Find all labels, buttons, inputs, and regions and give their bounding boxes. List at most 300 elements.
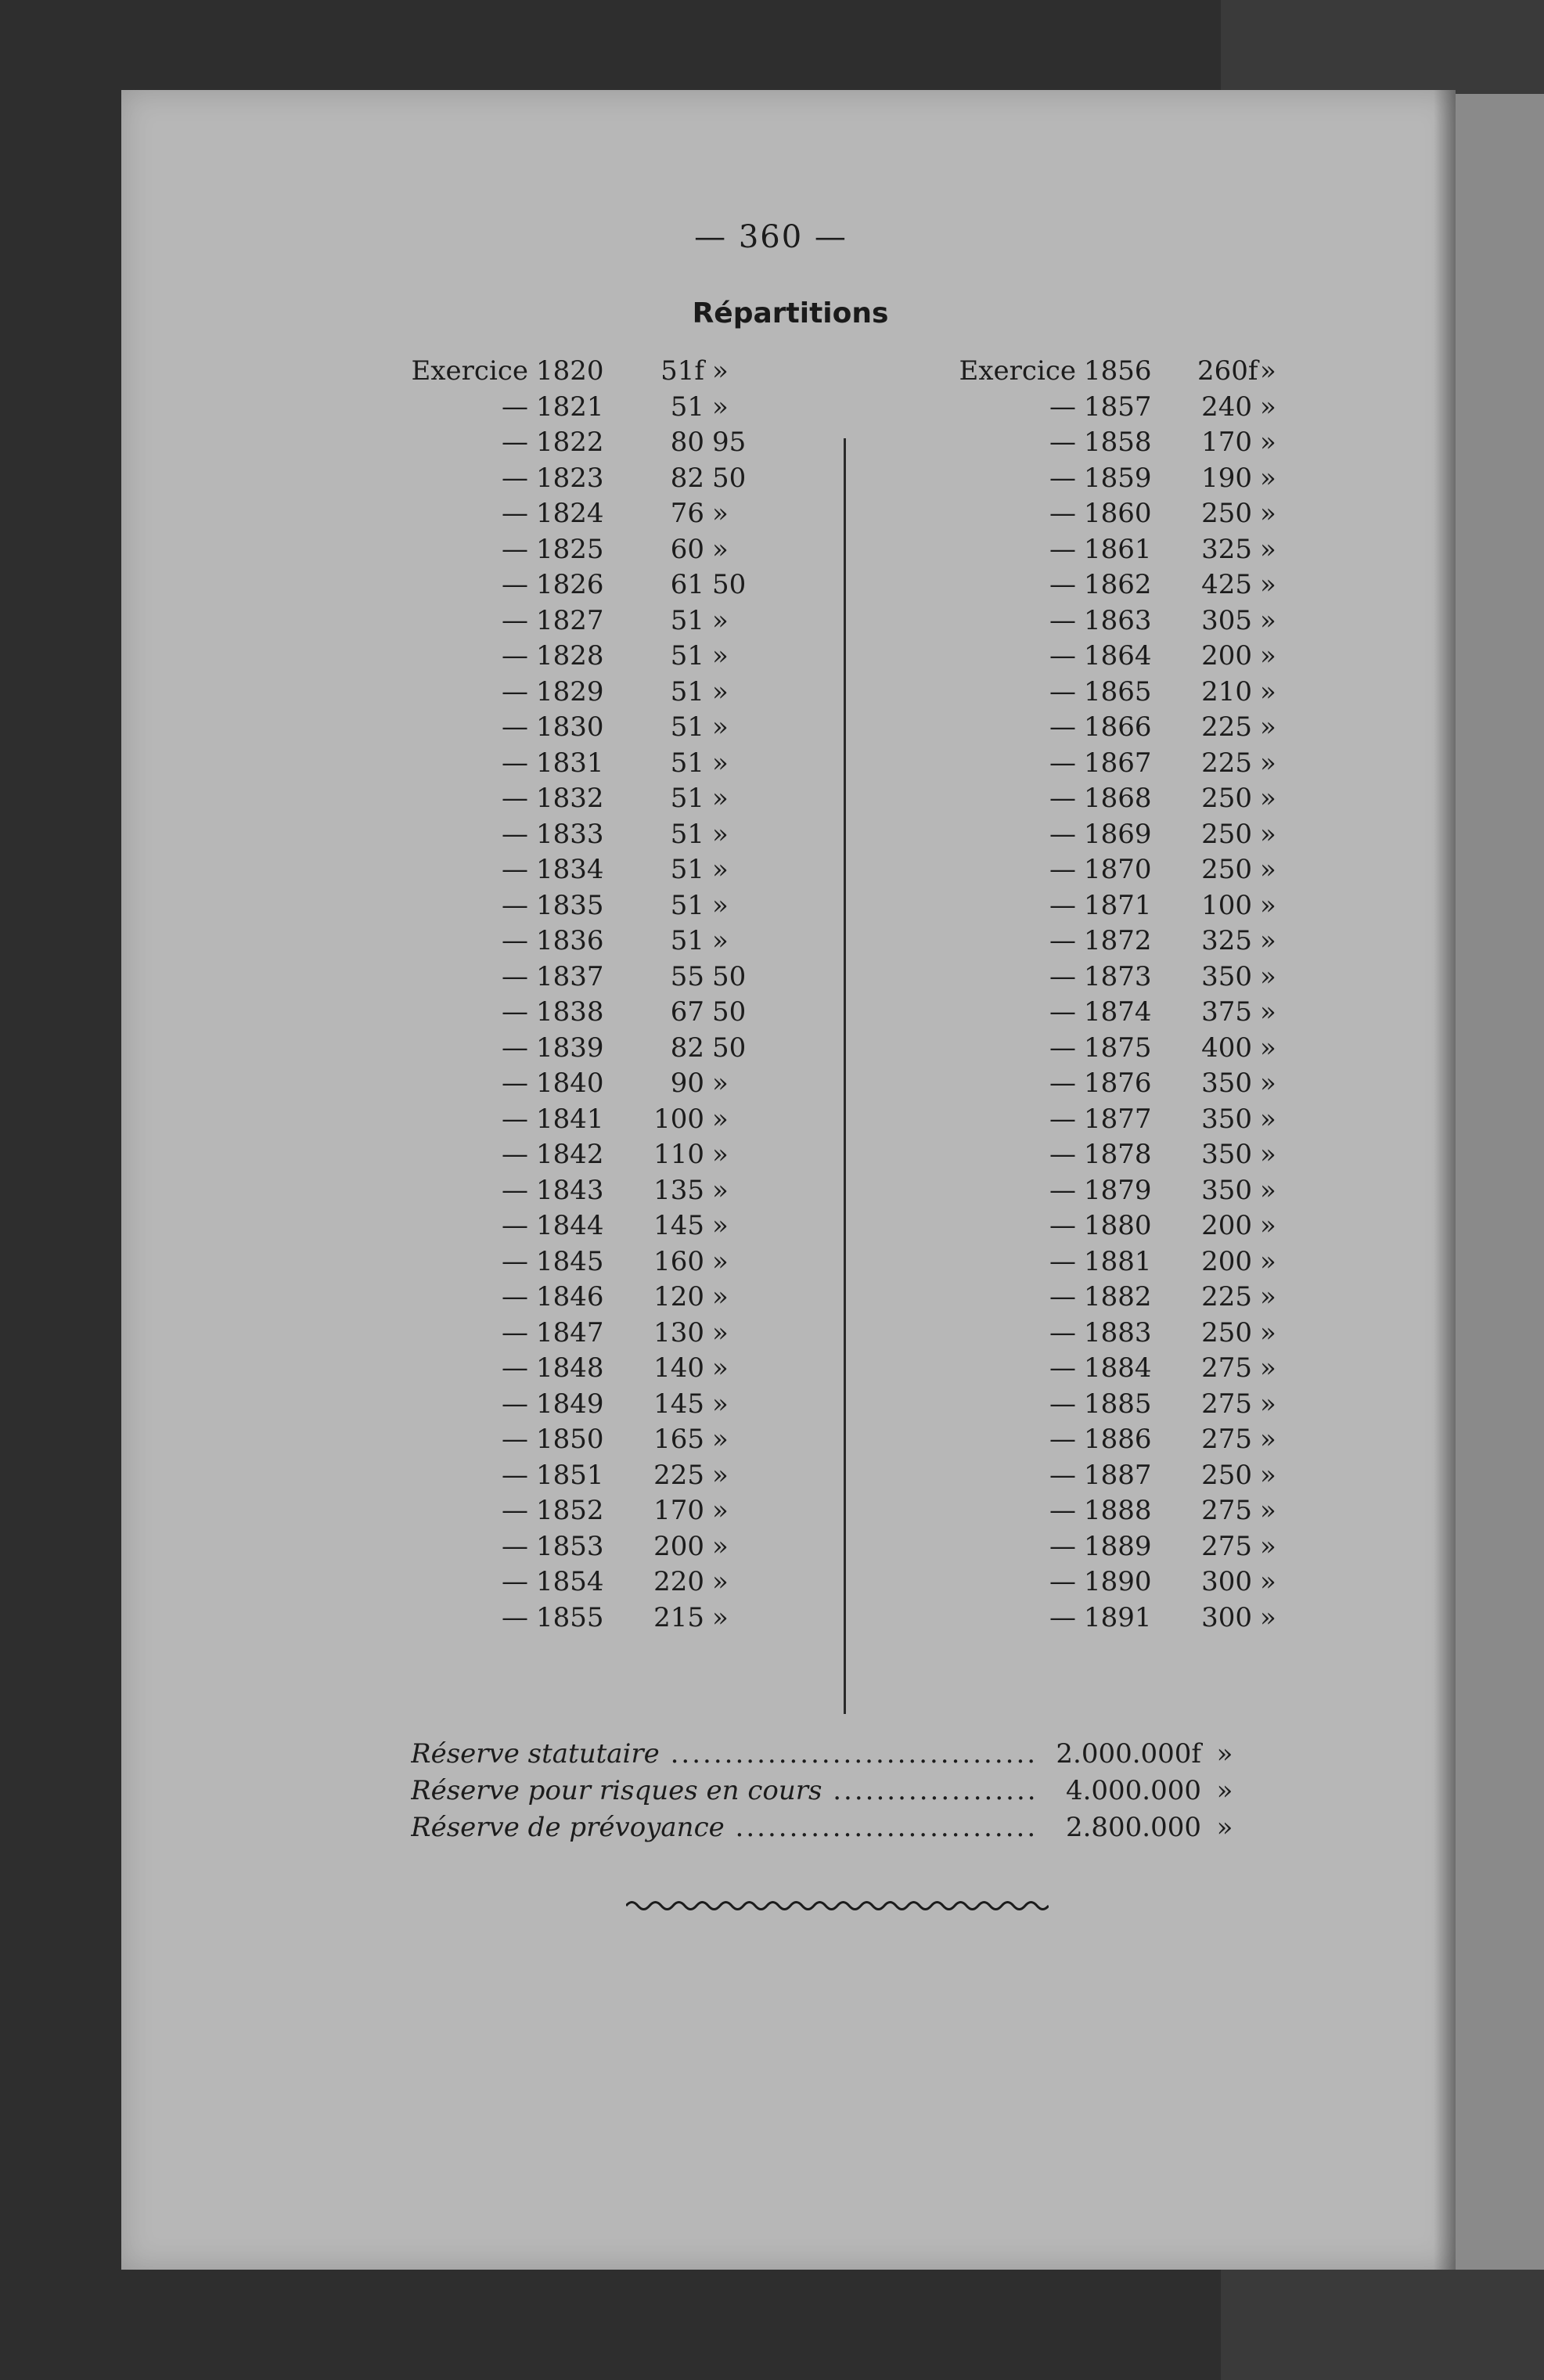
row-francs: 275 (1201, 1495, 1252, 1526)
reserve-line (411, 1736, 1311, 1773)
row-francs: 250 (1201, 1459, 1252, 1491)
row-label: — (502, 1530, 528, 1562)
row-year: 1865 (1084, 675, 1152, 708)
table-row (943, 390, 1381, 426)
table-row (395, 1031, 833, 1067)
row-label: — (502, 783, 528, 814)
row-year: 1873 (1084, 960, 1152, 992)
row-francs: 90 (670, 1068, 704, 1099)
table-row (943, 710, 1381, 746)
row-year: 1851 (536, 1459, 604, 1491)
adjacent-page-edge (1456, 94, 1544, 2270)
row-francs: 100 (653, 1103, 704, 1135)
row-year: 1855 (536, 1601, 604, 1633)
row-label: — (502, 533, 528, 565)
row-year: 1887 (1084, 1459, 1152, 1491)
row-year: 1858 (1084, 427, 1152, 458)
row-year: 1888 (1084, 1495, 1152, 1526)
row-francs: 200 (1201, 1210, 1252, 1241)
table-row (943, 1600, 1381, 1636)
row-francs: 160 (653, 1245, 704, 1277)
row-cents: » (1260, 498, 1276, 529)
row-year: 1828 (536, 640, 604, 672)
reserve-line (411, 1809, 1311, 1846)
table-row (395, 1137, 833, 1173)
row-cents: » (712, 1245, 729, 1277)
row-cents: » (1260, 854, 1276, 885)
row-year: 1880 (1084, 1210, 1152, 1241)
row-cents: » (712, 1424, 729, 1455)
row-year: 1843 (536, 1174, 604, 1206)
table-row (395, 567, 833, 603)
row-francs: 350 (1201, 1139, 1252, 1170)
row-cents: » (1260, 711, 1276, 743)
row-cents: » (1260, 925, 1276, 956)
row-cents: » (712, 1210, 729, 1241)
row-label: — (502, 1032, 528, 1064)
row-label: — (1049, 1139, 1076, 1170)
row-cents: » (712, 854, 729, 885)
row-label: — (1049, 1068, 1076, 1099)
row-cents: » (1260, 996, 1276, 1028)
row-year: 1822 (536, 427, 604, 458)
row-year: 1890 (1084, 1566, 1152, 1597)
table-row (395, 639, 833, 675)
row-cents: » (1260, 818, 1276, 850)
row-francs: 140 (653, 1352, 704, 1384)
row-year: 1837 (536, 960, 604, 992)
row-year: 1831 (536, 747, 604, 779)
row-cents: 95 (712, 427, 747, 458)
row-label: — (502, 711, 528, 743)
row-francs: 82 (670, 462, 704, 494)
row-francs: 51 (670, 711, 704, 743)
table-row (943, 817, 1381, 853)
row-francs: 250 (1201, 818, 1252, 850)
row-cents: » (1260, 1210, 1276, 1241)
row-cents: » (1260, 1601, 1276, 1633)
row-year: 1833 (536, 818, 604, 850)
row-label: — (502, 889, 528, 921)
row-francs: 350 (1201, 1068, 1252, 1099)
table-row (943, 1102, 1381, 1138)
table-row (395, 675, 833, 711)
row-label: — (502, 1139, 528, 1170)
row-label: — (1049, 1388, 1076, 1420)
row-cents: » (1260, 640, 1276, 672)
table-row (943, 354, 1381, 390)
table-row (943, 1422, 1381, 1458)
row-label: — (1049, 1601, 1076, 1633)
table-row (395, 1564, 833, 1600)
row-label: — (1049, 783, 1076, 814)
row-label: — (502, 640, 528, 672)
table-row (395, 1493, 833, 1529)
row-francs: 190 (1201, 462, 1252, 494)
table-row (395, 461, 833, 497)
row-year: 1869 (1084, 818, 1152, 850)
row-francs: 350 (1201, 1174, 1252, 1206)
row-year: 1847 (536, 1316, 604, 1348)
table-row (395, 852, 833, 888)
row-label: — (502, 675, 528, 708)
reserve-label: Réserve de prévoyance ..... (411, 1809, 1037, 1846)
row-label: — (1049, 1281, 1076, 1312)
row-francs: 110 (653, 1139, 704, 1170)
row-francs: 250 (1201, 498, 1252, 529)
row-year: 1872 (1084, 925, 1152, 956)
row-cents: » (712, 1316, 729, 1348)
row-label: — (502, 960, 528, 992)
row-label: — (1049, 1210, 1076, 1241)
row-label: — (502, 1388, 528, 1420)
row-label: — (502, 1566, 528, 1597)
row-cents: » (1260, 1245, 1276, 1277)
row-label: — (502, 604, 528, 636)
row-francs: 51f (660, 355, 704, 387)
row-cents: » (712, 783, 729, 814)
row-cents: » (1260, 533, 1276, 565)
wavy-rule-ornament (626, 1894, 1049, 1917)
row-cents: » (712, 818, 729, 850)
row-year: 1885 (1084, 1388, 1152, 1420)
row-francs: 60 (670, 533, 704, 565)
row-francs: 170 (653, 1495, 704, 1526)
table-row (943, 1458, 1381, 1494)
row-cents: » (712, 1459, 729, 1491)
table-row (943, 567, 1381, 603)
row-cents: » (712, 1174, 729, 1206)
row-francs: 76 (670, 498, 704, 529)
row-year: 1850 (536, 1424, 604, 1455)
row-cents: » (1260, 391, 1276, 423)
table-row (943, 1066, 1381, 1102)
table-row (943, 888, 1381, 924)
row-label: — (502, 1210, 528, 1241)
table-row (943, 781, 1381, 817)
table-row (943, 1173, 1381, 1209)
table-row (943, 1031, 1381, 1067)
table-row (395, 1208, 833, 1244)
row-year: 1875 (1084, 1032, 1152, 1064)
table-row (395, 888, 833, 924)
row-label: — (502, 498, 528, 529)
row-cents: » (712, 1566, 729, 1597)
row-cents: 50 (712, 569, 747, 600)
row-francs: 51 (670, 889, 704, 921)
table-row (943, 532, 1381, 568)
table-row (943, 639, 1381, 675)
row-francs: 225 (1201, 1281, 1252, 1312)
row-francs: 210 (1201, 675, 1252, 708)
row-francs: 135 (653, 1174, 704, 1206)
right-table-column (943, 354, 1381, 1636)
row-francs: 220 (653, 1566, 704, 1597)
row-francs: 325 (1201, 533, 1252, 565)
row-cents: » (712, 355, 729, 387)
row-cents: » (1260, 355, 1276, 387)
row-label: — (1049, 391, 1076, 423)
table-row (395, 1102, 833, 1138)
row-cents: » (1260, 427, 1276, 458)
row-cents: » (1260, 1424, 1276, 1455)
row-label: — (502, 1459, 528, 1491)
table-row (395, 1244, 833, 1280)
table-row (943, 425, 1381, 461)
row-year: 1891 (1084, 1601, 1152, 1633)
row-francs: 240 (1201, 391, 1252, 423)
table-row (943, 995, 1381, 1031)
row-year: 1832 (536, 783, 604, 814)
row-year: 1879 (1084, 1174, 1152, 1206)
row-francs: 67 (670, 996, 704, 1028)
row-francs: 200 (653, 1530, 704, 1562)
row-cents: » (712, 675, 729, 708)
row-francs: 55 (670, 960, 704, 992)
row-cents: 50 (712, 462, 747, 494)
row-year: 1823 (536, 462, 604, 494)
reserve-tail: » (1216, 1775, 1233, 1806)
row-label: — (502, 1316, 528, 1348)
row-year: 1826 (536, 569, 604, 600)
row-label: Exercice (411, 355, 528, 387)
row-cents: » (712, 1103, 729, 1135)
table-row (395, 1173, 833, 1209)
row-francs: 120 (653, 1281, 704, 1312)
row-year: 1829 (536, 675, 604, 708)
row-francs: 200 (1201, 640, 1252, 672)
row-francs: 225 (653, 1459, 704, 1491)
table-row (395, 1280, 833, 1316)
row-year: 1860 (1084, 498, 1152, 529)
row-francs: 275 (1201, 1530, 1252, 1562)
row-francs: 250 (1201, 1316, 1252, 1348)
row-francs: 170 (1201, 427, 1252, 458)
table-row (395, 1351, 833, 1387)
row-label: — (502, 925, 528, 956)
section-heading: Répartitions (692, 297, 889, 329)
row-francs: 145 (653, 1210, 704, 1241)
row-label: — (502, 427, 528, 458)
row-cents: » (1260, 1281, 1276, 1312)
row-year: 1871 (1084, 889, 1152, 921)
table-row (395, 1422, 833, 1458)
row-francs: 80 (670, 427, 704, 458)
row-francs: 300 (1201, 1601, 1252, 1633)
row-year: 1845 (536, 1245, 604, 1277)
row-year: 1841 (536, 1103, 604, 1135)
gutter-shadow (1434, 90, 1456, 2270)
row-label: — (502, 747, 528, 779)
table-row (395, 354, 833, 390)
row-year: 1852 (536, 1495, 604, 1526)
row-year: 1866 (1084, 711, 1152, 743)
row-label: — (1049, 711, 1076, 743)
row-cents: » (1260, 1139, 1276, 1170)
row-year: 1854 (536, 1566, 604, 1597)
row-cents: » (712, 1352, 729, 1384)
row-label: — (1049, 1495, 1076, 1526)
row-cents: » (1260, 1103, 1276, 1135)
row-year: 1864 (1084, 640, 1152, 672)
table-row (943, 852, 1381, 888)
row-cents: » (1260, 1032, 1276, 1064)
row-cents: » (1260, 1459, 1276, 1491)
table-row (943, 1387, 1381, 1423)
row-francs: 51 (670, 783, 704, 814)
row-cents: » (1260, 1174, 1276, 1206)
row-francs: 350 (1201, 1103, 1252, 1135)
row-cents: » (712, 925, 729, 956)
row-label: — (502, 818, 528, 850)
row-year: 1876 (1084, 1068, 1152, 1099)
row-cents: » (712, 498, 729, 529)
reserve-amount: 2.800.000 (1037, 1809, 1201, 1846)
table-row (395, 1066, 833, 1102)
table-row (395, 496, 833, 532)
table-row (395, 1529, 833, 1565)
row-year: 1824 (536, 498, 604, 529)
row-francs: 82 (670, 1032, 704, 1064)
row-francs: 275 (1201, 1424, 1252, 1455)
row-francs: 250 (1201, 783, 1252, 814)
row-label: — (502, 1601, 528, 1633)
row-francs: 51 (670, 675, 704, 708)
row-cents: » (712, 1281, 729, 1312)
row-label: — (1049, 640, 1076, 672)
row-francs: 250 (1201, 854, 1252, 885)
row-francs: 145 (653, 1388, 704, 1420)
row-year: 1853 (536, 1530, 604, 1562)
row-cents: » (1260, 675, 1276, 708)
table-row (943, 1280, 1381, 1316)
row-label: — (1049, 569, 1076, 600)
row-francs: 130 (653, 1316, 704, 1348)
row-cents: » (712, 640, 729, 672)
row-francs: 275 (1201, 1352, 1252, 1384)
row-label: — (1049, 889, 1076, 921)
row-year: 1821 (536, 391, 604, 423)
row-francs: 260f (1197, 355, 1258, 387)
row-cents: » (1260, 1316, 1276, 1348)
table-row (395, 746, 833, 782)
row-francs: 100 (1201, 889, 1252, 921)
row-year: 1846 (536, 1281, 604, 1312)
table-row (395, 781, 833, 817)
row-francs: 51 (670, 640, 704, 672)
row-cents: » (1260, 1566, 1276, 1597)
row-cents: » (1260, 747, 1276, 779)
row-cents: » (712, 391, 729, 423)
row-label: — (502, 854, 528, 885)
row-year: 1862 (1084, 569, 1152, 600)
row-label: — (1049, 1032, 1076, 1064)
table-row (943, 960, 1381, 996)
table-row (943, 603, 1381, 639)
row-year: 1825 (536, 533, 604, 565)
row-year: 1830 (536, 711, 604, 743)
reserves-list (411, 1736, 1311, 1846)
reserve-label: Réserve pour risques en cours ..... (411, 1773, 1037, 1809)
row-label: — (502, 996, 528, 1028)
row-francs: 165 (653, 1424, 704, 1455)
row-cents: » (1260, 1068, 1276, 1099)
row-label: — (1049, 818, 1076, 850)
row-year: 1877 (1084, 1103, 1152, 1135)
row-label: — (1049, 996, 1076, 1028)
table-row (943, 746, 1381, 782)
reserve-line (411, 1773, 1311, 1809)
table-row (395, 1458, 833, 1494)
row-francs: 325 (1201, 925, 1252, 956)
row-cents: » (712, 747, 729, 779)
row-year: 1878 (1084, 1139, 1152, 1170)
row-francs: 51 (670, 818, 704, 850)
row-year: 1857 (1084, 391, 1152, 423)
row-label: — (1049, 1103, 1076, 1135)
row-francs: 51 (670, 747, 704, 779)
row-year: 1827 (536, 604, 604, 636)
row-label: — (1049, 427, 1076, 458)
row-cents: » (712, 889, 729, 921)
table-row (395, 1600, 833, 1636)
row-francs: 225 (1201, 747, 1252, 779)
row-year: 1868 (1084, 783, 1152, 814)
row-label: Exercice (959, 355, 1076, 387)
row-label: — (1049, 533, 1076, 565)
reserve-tail: » (1216, 1812, 1233, 1843)
row-cents: » (712, 533, 729, 565)
row-year: 1840 (536, 1068, 604, 1099)
row-label: — (502, 1174, 528, 1206)
row-label: — (502, 1281, 528, 1312)
row-year: 1849 (536, 1388, 604, 1420)
row-francs: 225 (1201, 711, 1252, 743)
row-label: — (1049, 960, 1076, 992)
table-row (943, 1208, 1381, 1244)
table-row (395, 603, 833, 639)
table-row (943, 1316, 1381, 1352)
row-cents: 50 (712, 996, 747, 1028)
row-label: — (1049, 925, 1076, 956)
row-label: — (1049, 1459, 1076, 1491)
row-cents: » (1260, 1352, 1276, 1384)
row-label: — (502, 391, 528, 423)
row-francs: 350 (1201, 960, 1252, 992)
row-francs: 275 (1201, 1388, 1252, 1420)
row-francs: 375 (1201, 996, 1252, 1028)
table-row (943, 675, 1381, 711)
table-row (395, 710, 833, 746)
row-label: — (1049, 1566, 1076, 1597)
table-row (395, 960, 833, 996)
table-row (943, 1493, 1381, 1529)
row-francs: 200 (1201, 1245, 1252, 1277)
row-francs: 300 (1201, 1566, 1252, 1597)
row-year: 1882 (1084, 1281, 1152, 1312)
table-row (943, 1564, 1381, 1600)
row-label: — (1049, 854, 1076, 885)
reserve-label: Réserve statutaire ..... (411, 1736, 1037, 1773)
row-year: 1859 (1084, 462, 1152, 494)
row-cents: » (1260, 462, 1276, 494)
row-cents: » (712, 1601, 729, 1633)
row-cents: » (712, 1068, 729, 1099)
row-year: 1884 (1084, 1352, 1152, 1384)
reserve-amount: 2.000.000f (1037, 1736, 1201, 1773)
row-cents: » (1260, 1495, 1276, 1526)
row-francs: 425 (1201, 569, 1252, 600)
